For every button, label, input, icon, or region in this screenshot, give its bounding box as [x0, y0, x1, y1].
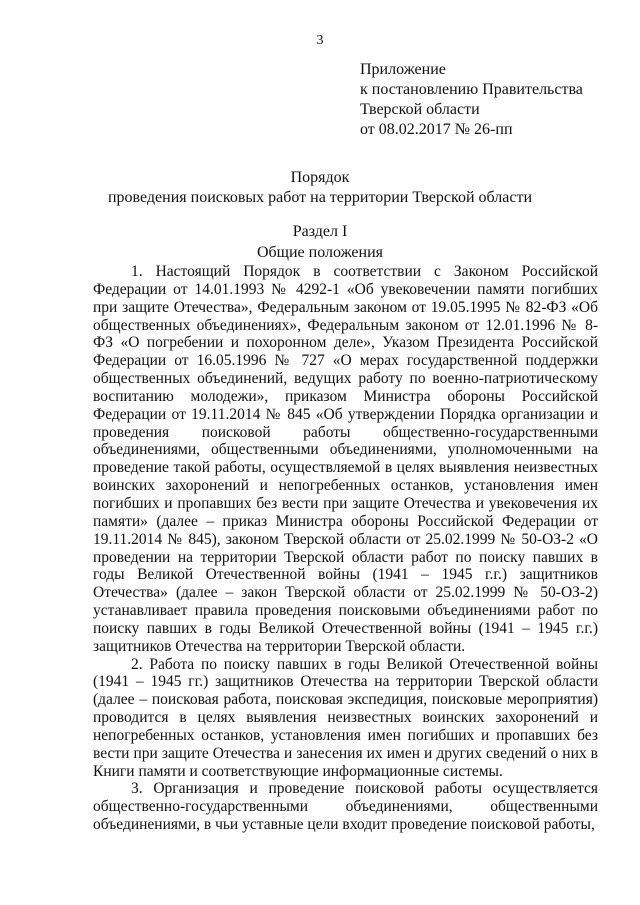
appendix-line-4: от 08.02.2017 № 26-пп [360, 121, 513, 138]
appendix-line-2: к постановлению Правительства [360, 81, 583, 98]
appendix-block [360, 60, 630, 140]
appendix-line-3: Тверской области [360, 101, 480, 118]
section-title: Общие положения [256, 244, 384, 261]
paragraph-3: 3. Организация и проведение поисковой работы осуществляется общественно-государственными объединениями, общественными объединениями, в чьи уставные цели входит проведение поисковой работы, [93, 780, 598, 834]
page-number: 3 [316, 33, 324, 48]
paragraph-2: 2. Работа по поиску павших в годы Великой Отечественной войны (1941 – 1945 гг.) защитников Отечества на территории Тверской области (далее – поисковая работа, поисковая экспедиция, поисковые мероприятия) проводится в целях выявления неизвестных воинских захоронений и непогребенных останков, установления имен погибших и пропавших без вести при защите Отечества и занесения их имен и других сведений о них в Книги памяти и соответствующие информационные системы. [93, 655, 598, 780]
section-number: Раздел I [292, 223, 348, 240]
document-subtitle: проведения поисковых работ на территории Тверской области [107, 189, 533, 206]
document-body [93, 263, 598, 834]
paragraph-1: 1. Настоящий Порядок в соответствии с Законом Российской Федерации от 14.01.1993 № 4292-1 «Об увековечении памяти погибших при защите Отечества», Федеральным законом от 19.05.1995 № 82-ФЗ «Об общественных объединениях», Федеральным законом от 12.01.1996 № 8-ФЗ «О погребении и похоронном деле», Указом Президента Российской Федерации от 16.05.1996 № 727 «О мерах государственной поддержки общественных объединений, ведущих работу по военно-патриотическому воспитанию молодежи», приказом Министра обороны Российской Федерации от 19.11.2014 № 845 «Об утверждении Порядка организации и проведения поисковой работы общественно-государственными объединениями, общественными объединениями, уполномоченными на проведение такой работы, осуществляемой в целях выявления неизвестных воинских захоронений и непогребенных останков, установления имен погибших и пропавших без вести при защите Отечества и увековечения их памяти» (далее – приказ Министра обороны Российской Федерации от 19.11.2014 № 845), законом Тверской области от 25.02.1999 № 50-ОЗ-2 «О проведении на территории Тверской области работ по поиску павших в годы Великой Отечественной войны (1941 – 1945 г.г.) защитников Отечества» (далее – закон Тверской области от 25.02.1999 № 50-ОЗ-2) устанавливает правила проведения поисковыми объединениями работ по поиску павших в годы Великой Отечественной войны (1941 – 1945 г.г.) защитников Отечества на территории Тверской области. [93, 263, 598, 655]
appendix-line-1: Приложение [360, 61, 446, 78]
document-title: Порядок [290, 169, 350, 186]
